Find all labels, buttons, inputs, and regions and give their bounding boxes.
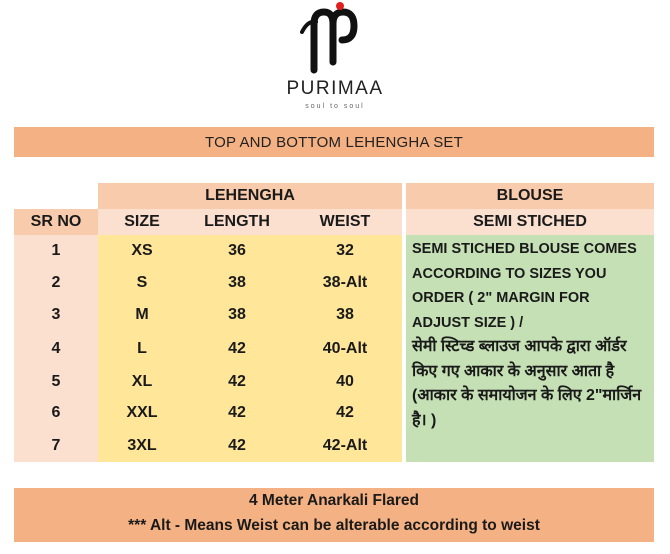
table-cell-length: 38 [228, 306, 246, 323]
blouse-note-english: SEMI STICHED BLOUSE COMES ACCORDING TO SIZES YOU ORDER ( 2" MARGIN FOR ADJUST SIZE ) / [412, 241, 637, 331]
table-cell-length: 36 [228, 242, 246, 259]
table-cell-length: 42 [228, 373, 246, 390]
brand-monogram-icon [300, 2, 370, 76]
footer-notes [14, 488, 654, 542]
page-title: TOP AND BOTTOM LEHENGHA SET [14, 127, 654, 157]
column-header-weist: WEIST [288, 209, 402, 235]
table-cell-size: M [135, 306, 149, 323]
column-header-blouse: SEMI STICHED [406, 209, 654, 235]
group-header-blouse: BLOUSE [406, 183, 654, 209]
column-header-length: LENGTH [186, 209, 288, 235]
table-cell-length: 38 [228, 274, 246, 291]
table-cell-sr: 7 [51, 437, 61, 454]
table-cell-size: 3XL [127, 437, 157, 454]
blouse-description [410, 237, 650, 458]
table-cell-sr: 5 [51, 373, 61, 390]
table-cell-sr: 2 [51, 274, 61, 291]
blouse-note-hindi: सेमी स्टिच्ड ब्लाउज आपके द्वारा ऑर्डर किए गए आकार के अनुसार आता है (आकार के समायोजन के लिए 2"मार्जिन है। ) [412, 338, 642, 429]
column-header-sr-no: SR NO [14, 209, 98, 235]
table-cell-sr: 4 [51, 340, 61, 357]
brand-logo [0, 0, 670, 120]
group-header-lehengha: LEHENGHA [98, 183, 402, 209]
brand-tagline: soul to soul [305, 103, 365, 110]
footer-alt-note: *** Alt - Means Weist can be alterable according to weist [128, 517, 540, 534]
table-cell-length: 42 [228, 404, 246, 421]
table-cell-weist: 32 [336, 242, 354, 259]
table-cell-weist: 38-Alt [322, 274, 368, 291]
table-cell-weist: 40-Alt [322, 340, 368, 357]
table-cell-sr: 6 [51, 404, 61, 421]
table-cell-weist: 42 [336, 404, 354, 421]
brand-name: PURIMAA [286, 78, 384, 99]
table-cell-sr: 1 [51, 242, 61, 259]
footer-anarkali-note: 4 Meter Anarkali Flared [249, 492, 419, 509]
table-cell-length: 42 [228, 340, 246, 357]
size-chart-table [14, 183, 654, 462]
table-cell-size: S [136, 274, 148, 291]
table-cell-size: XXL [126, 404, 158, 421]
table-cell-sr: 3 [51, 306, 61, 323]
column-header-size: SIZE [98, 209, 186, 235]
table-cell-size: XS [131, 242, 153, 259]
table-cell-size: XL [131, 373, 153, 390]
table-cell-length: 42 [228, 437, 246, 454]
table-cell-weist: 40 [336, 373, 354, 390]
table-cell-size: L [137, 340, 147, 357]
table-cell-weist: 42-Alt [322, 437, 368, 454]
table-cell-weist: 38 [336, 306, 354, 323]
